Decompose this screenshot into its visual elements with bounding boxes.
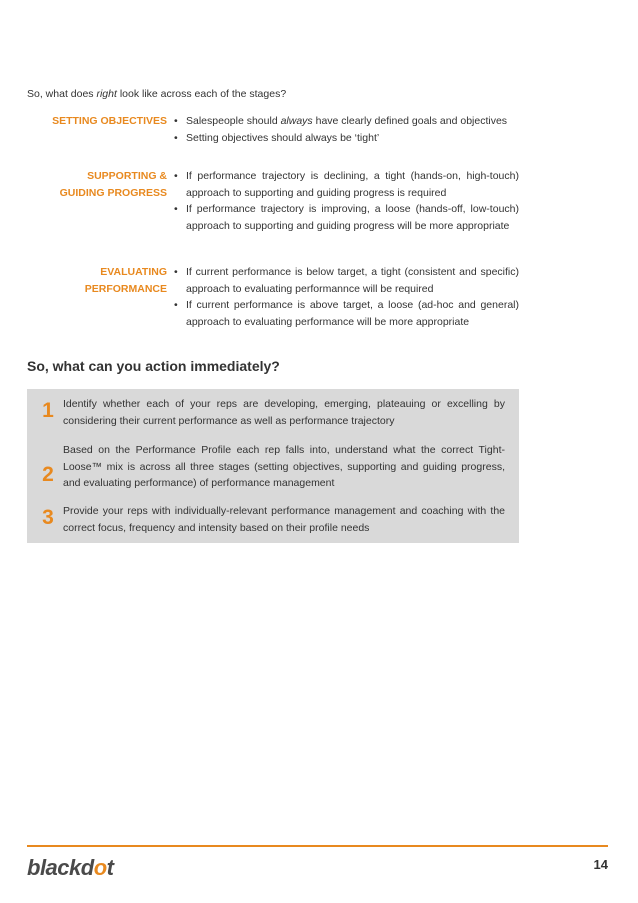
stage-bullets — [174, 113, 519, 146]
intro-question — [27, 88, 286, 100]
section-heading: So, what can you action immediately? — [27, 358, 280, 374]
action-number: 1 — [42, 399, 54, 422]
bullet-item: • If performance trajectory is improving, a loose (hands-off, low-touch) approach to supporting and guiding progress will be more appropriate — [174, 201, 519, 234]
stage-label: SETTING OBJECTIVES — [52, 115, 167, 127]
stage-label — [27, 264, 167, 297]
bullet-item: • If current performance is below target, a tight (consistent and specific) approach to evaluating performannce will be required — [174, 264, 519, 297]
page-number: 14 — [593, 857, 608, 872]
intro-suffix: look like across each of the stages? — [116, 88, 287, 100]
stage-label-line: PERFORMANCE — [84, 282, 167, 295]
bullet-item — [174, 113, 519, 130]
logo-accent: o — [93, 855, 107, 880]
action-text: Provide your reps with individually-relevant performance management and coaching with the correct focus, frequency and intensity based on their profile needs — [63, 505, 505, 534]
stage-bullets — [174, 264, 519, 330]
bullet-text: Salespeople should — [186, 115, 281, 127]
bullet-item: • If current performance is above target, a loose (ad-hoc and general) approach to evaluating performance will be more appropriate — [174, 297, 519, 330]
bullet-item: • If performance trajectory is declining, a tight (hands-on, high-touch) approach to supporting and guiding progress is required — [174, 168, 519, 201]
bullet-emphasis: always — [280, 115, 313, 127]
intro-prefix: So, what does — [27, 88, 97, 100]
bullet-item — [174, 130, 519, 147]
action-text: Identify whether each of your reps are developing, emerging, plateauing or excelling by considering their current performance as well as performance trajectory — [63, 398, 505, 427]
stage-label-line: SUPPORTING & — [87, 170, 167, 182]
intro-emphasis: right — [96, 88, 117, 100]
action-number: 3 — [42, 506, 54, 529]
stage-label-line: EVALUATING — [100, 266, 167, 278]
action-number: 2 — [42, 463, 54, 486]
footer-divider — [27, 845, 608, 847]
logo-text: t — [106, 855, 114, 880]
action-box — [27, 389, 519, 543]
stage-bullets — [174, 168, 519, 234]
blackdot-logo — [27, 855, 113, 881]
logo-text: blackd — [27, 855, 94, 880]
stage-label — [27, 168, 167, 201]
bullet-text: Setting objectives should always be ‘tight’ — [186, 131, 380, 144]
action-text: Based on the Performance Profile each rep falls into, understand what the correct Tight-Loose™ mix is across all three stages (setting objectives, supporting and guiding progress, and evaluating performance) of performance management — [63, 444, 505, 489]
stage-label-line: GUIDING PROGRESS — [59, 186, 167, 199]
bullet-text: have clearly defined goals and objectives — [312, 115, 508, 127]
